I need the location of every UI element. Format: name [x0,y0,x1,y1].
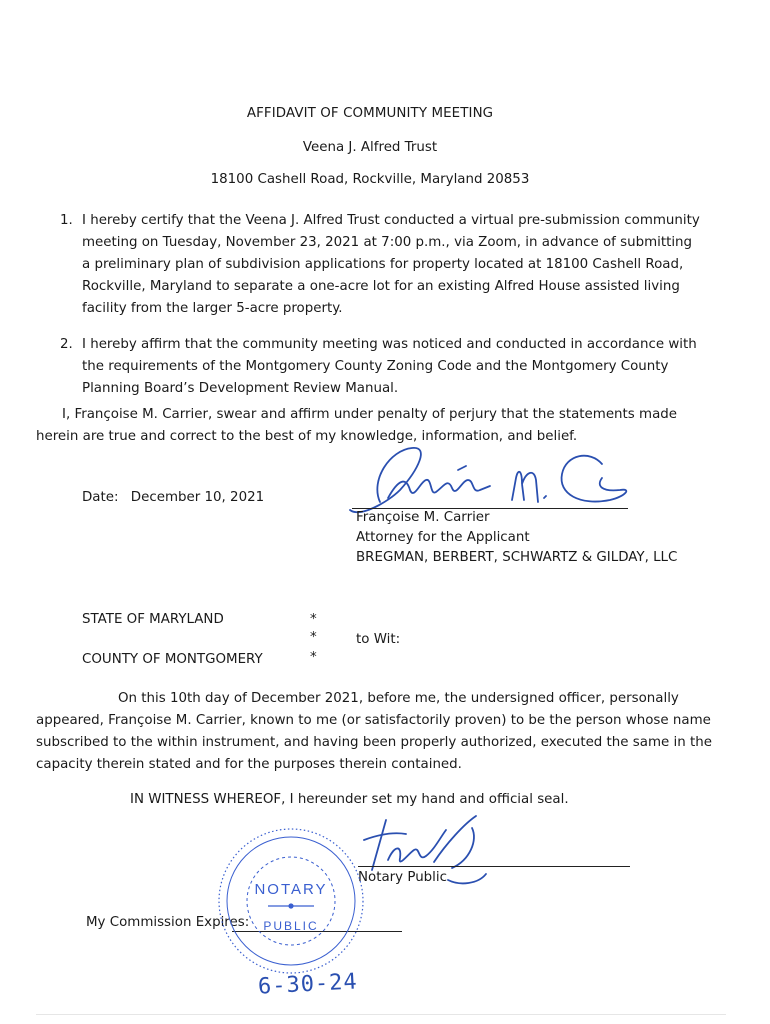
seal-bottom-text: PUBLIC [263,919,319,933]
attorney-signature-line [352,508,628,509]
signer-role: Attorney for the Applicant [356,530,530,545]
document-title: AFFIDAVIT OF COMMUNITY MEETING [246,106,494,121]
page-footer-rule [36,1014,726,1015]
paragraph-text: I hereby certify that the Veena J. Alfred Trust conducted a virtual pre-submission community meeting on Tuesday, November 23, 2021 at 7:00 p.m., via Zoom, in advance of submitting a preliminary plan of subdivision applications for property located at 18100 Cashell Road, Rockville, Maryland to separate a one-acre lot for an existing Alfred House assisted living facility from the larger 5-acre property. [82,213,700,316]
notary-seal [216,826,366,976]
notary-signature-line [358,866,630,867]
witness-statement: IN WITNESS WHEREOF, I hereunder set my hand and official seal. [130,792,569,807]
asterisk: * [310,612,317,627]
paragraph-number: 1. [60,213,73,228]
trust-name: Veena J. Alfred Trust [302,140,438,155]
asterisk: * [310,650,317,665]
to-wit: to Wit: [356,632,401,647]
notary-acknowledgment: On this 10th day of December 2021, before me, the undersigned officer, personally appeared, Françoise M. Carrier, known to me (or satisfactorily proven) to be the person whose name subscribed to the within instrument, and having been properly authorized, executed the same in the capacity therein stated and for the purposes therein contained. [36,691,712,772]
signer-firm: BREGMAN, BERBERT, SCHWARTZ & GILDAY, LLC [356,550,678,565]
commission-label: My Commission Expires: [86,915,250,930]
date-line [82,490,264,505]
commission-expiration-date: 6-30-24 [257,969,359,1000]
property-address: 18100 Cashell Road, Rockville, Maryland 20853 [210,172,530,187]
venue-county: COUNTY OF MONTGOMERY [82,652,263,667]
certification-paragraph [60,210,702,320]
signer-name: Françoise M. Carrier [356,510,490,525]
oath-statement: I, Françoise M. Carrier, swear and affirm under penalty of perjury that the statements made herein are true and correct to the best of my knowledge, information, and belief. [36,407,678,444]
asterisk: * [310,630,317,645]
affirmation-paragraph [60,334,702,400]
seal-top-text: NOTARY [254,881,328,898]
date-label: Date: [82,490,119,505]
paragraph-text: I hereby affirm that the community meeting was noticed and conducted in accordance with the requirements of the Montgomery County Zoning Code and the Montgomery County Planning Board’s Development Review Manual. [82,337,697,396]
venue-state: STATE OF MARYLAND [82,612,224,627]
notary-public-label: Notary Public [358,870,447,885]
date-value: December 10, 2021 [130,490,265,505]
paragraph-number: 2. [60,337,73,352]
